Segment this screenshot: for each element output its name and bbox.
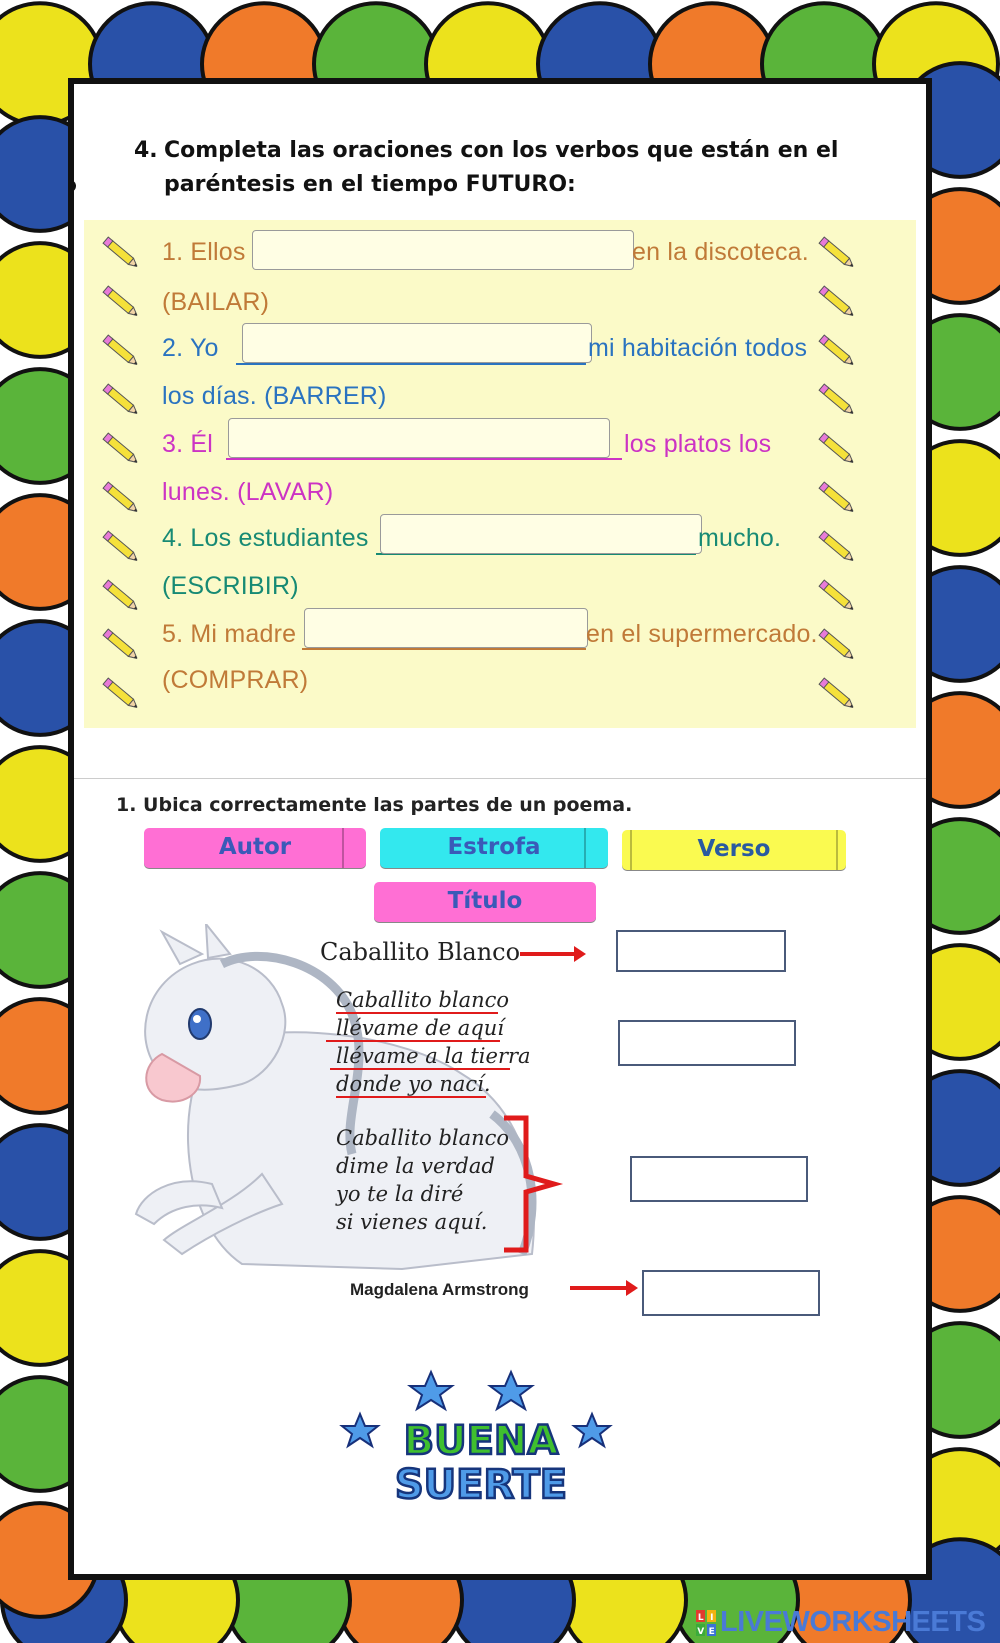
item-2-after: mi habitación todos xyxy=(588,334,808,362)
item-5-num: 5. xyxy=(162,620,184,648)
stanza1-line2: llévame de aquí xyxy=(336,1016,505,1040)
buena-suerte-logo xyxy=(336,1366,626,1516)
liveworksheets-text: LIVEWORKSHEETS xyxy=(720,1606,986,1638)
pencil-icon xyxy=(816,381,857,419)
bullet-dot xyxy=(68,180,76,192)
stanza1-line1: Caballito blanco xyxy=(336,988,510,1012)
item-3-num: 3. xyxy=(162,430,184,458)
item-4-num: 4. xyxy=(162,524,184,552)
pencil-icon xyxy=(100,283,141,321)
item-2-subject: Yo xyxy=(189,334,219,362)
pencil-icon xyxy=(816,283,857,321)
tile-titulo[interactable] xyxy=(374,882,596,922)
item-2-cont: los días. xyxy=(162,382,257,410)
tile-estrofa-label: Estrofa xyxy=(447,834,541,860)
tile-estrofa[interactable] xyxy=(380,828,608,868)
item-3-line2 xyxy=(162,478,333,507)
tile-verso-label: Verso xyxy=(697,836,771,862)
tile-handle xyxy=(836,830,838,870)
pencil-icon xyxy=(816,675,857,713)
item-2-verb: (BARRER) xyxy=(264,382,387,410)
pencil-icon xyxy=(100,430,141,468)
item-3-cont: lunes. xyxy=(162,478,230,506)
poem-title: Caballito Blanco xyxy=(320,938,521,966)
verse-underline xyxy=(330,1068,510,1070)
pencil-icon xyxy=(100,332,141,370)
tile-handle xyxy=(630,830,632,870)
item-3-underline xyxy=(226,458,622,460)
stanza2-line2: dime la verdad xyxy=(336,1154,495,1178)
item-2-answer-input[interactable] xyxy=(242,323,592,363)
item-5-answer-input[interactable] xyxy=(304,608,588,648)
pencil-icon xyxy=(816,234,857,272)
svg-text:I: I xyxy=(710,1613,713,1624)
pencil-icon xyxy=(100,479,141,517)
item-3-subject: Él xyxy=(190,430,214,458)
item-4-subject: Los estudiantes xyxy=(190,524,369,552)
item-3-after: los platos los xyxy=(624,430,772,458)
item-1-answer-input[interactable] xyxy=(252,230,634,270)
poem-author: Magdalena Armstrong xyxy=(350,1280,529,1299)
item-2-underline xyxy=(236,363,586,365)
exercise4-title xyxy=(134,134,838,202)
svg-text:E: E xyxy=(708,1627,715,1637)
section-divider xyxy=(74,778,926,779)
pencil-icon xyxy=(816,430,857,468)
item-1 xyxy=(162,238,246,267)
verse-underline xyxy=(336,1012,498,1014)
item-5-underline xyxy=(302,648,586,650)
pencil-icon xyxy=(100,626,141,664)
pencil-icon xyxy=(816,626,857,664)
tile-verso[interactable] xyxy=(622,830,846,870)
tile-autor[interactable] xyxy=(144,828,366,868)
exercise4-title-line2: paréntesis en el tiempo FUTURO: xyxy=(164,172,576,197)
tile-titulo-label: Título xyxy=(447,888,523,914)
author-arrow xyxy=(570,1286,628,1290)
dropzone-autor[interactable] xyxy=(642,1270,820,1316)
pencil-icon xyxy=(100,675,141,713)
dropzone-verso[interactable] xyxy=(618,1020,796,1066)
exercise4-pad xyxy=(84,220,916,728)
liveworksheets-brand[interactable] xyxy=(696,1606,985,1639)
pencil-icon xyxy=(100,577,141,615)
item-2-num: 2. xyxy=(162,334,184,362)
stanza1-line4: donde yo nací. xyxy=(336,1072,491,1096)
item-5 xyxy=(162,620,296,649)
pencil-icon xyxy=(816,332,857,370)
pencil-icon xyxy=(100,381,141,419)
item-3-answer-input[interactable] xyxy=(228,418,610,458)
item-1-num: 1. xyxy=(162,238,184,266)
item-2-line2 xyxy=(162,382,387,411)
exercise1-title: 1. Ubica correctamente las partes de un poema. xyxy=(116,794,633,816)
item-4 xyxy=(162,524,369,553)
title-arrow xyxy=(520,952,576,956)
exercise4-number: 4. xyxy=(134,138,158,163)
verse-underline xyxy=(326,1040,500,1042)
item-3 xyxy=(162,430,213,459)
worksheet-page xyxy=(68,78,932,1580)
item-4-verb: (ESCRIBIR) xyxy=(162,572,299,600)
verse-underline xyxy=(336,1096,486,1098)
tile-autor-label: Autor xyxy=(218,834,292,860)
tile-handle xyxy=(342,828,344,868)
dropzone-estrofa[interactable] xyxy=(630,1156,808,1202)
item-1-after: en la discoteca. xyxy=(632,238,809,266)
item-2 xyxy=(162,334,219,363)
pencil-icon xyxy=(100,528,141,566)
stanza2-line1: Caballito blanco xyxy=(336,1126,510,1150)
stanza2-line3: yo te la diré xyxy=(336,1182,464,1206)
stanza1-line3: llévame a la tierra xyxy=(336,1044,531,1068)
stanza2-line4: si vienes aquí. xyxy=(336,1210,488,1234)
liveworksheets-logo-icon xyxy=(696,1610,716,1636)
item-4-answer-input[interactable] xyxy=(380,514,702,554)
item-5-subject: Mi madre xyxy=(190,620,297,648)
pencil-icon xyxy=(816,479,857,517)
suerte-text: SUERTE xyxy=(394,1462,568,1508)
buena-text: BUENA xyxy=(403,1418,559,1464)
pencil-icon xyxy=(816,577,857,615)
item-1-subject: Ellos xyxy=(190,238,246,266)
item-1-verb: (BAILAR) xyxy=(162,288,270,316)
tile-handle xyxy=(584,828,586,868)
svg-text:L: L xyxy=(697,1613,704,1624)
dropzone-title[interactable] xyxy=(616,930,786,972)
item-5-after: en el supermercado. xyxy=(586,620,818,648)
exercise4-title-line1: Completa las oraciones con los verbos que están en el xyxy=(164,138,839,163)
pencil-icon xyxy=(816,528,857,566)
item-4-after: mucho. xyxy=(698,524,782,552)
pencil-icon xyxy=(100,234,141,272)
item-5-verb: (COMPRAR) xyxy=(162,666,309,694)
stanza-bracket xyxy=(498,1114,568,1254)
item-3-verb: (LAVAR) xyxy=(237,478,334,506)
svg-text:V: V xyxy=(697,1627,704,1637)
